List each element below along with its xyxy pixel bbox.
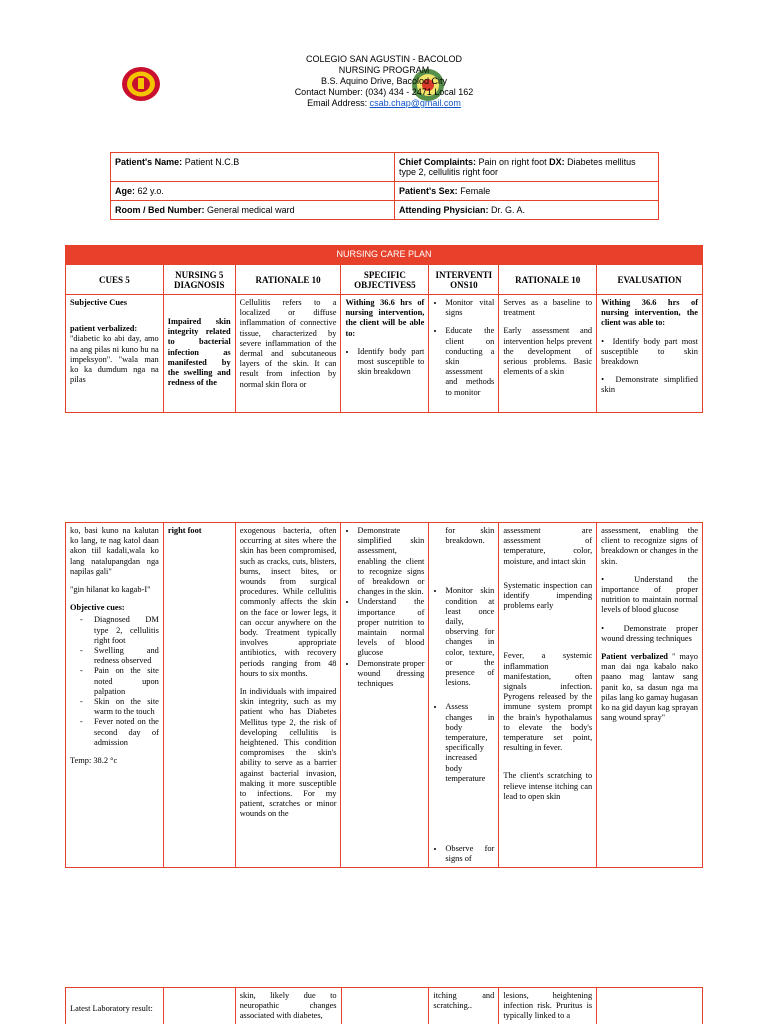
list-item: • Demonstrate proper wound dressing techniques xyxy=(357,659,424,690)
list-item: • Demonstrate simplified skin assessment, enabling the client to recognize signs of breakdown or changes in the skin. xyxy=(357,526,424,597)
diagnosis-cell: right foot xyxy=(163,523,235,868)
col-rationale: RATIONALE 10 xyxy=(235,265,341,295)
patient-name: Patient N.C.B xyxy=(184,157,240,167)
program-name: NURSING PROGRAM xyxy=(338,65,430,75)
list-item: • Understand the importance of proper nutrition to maintain normal levels of blood glucose xyxy=(357,597,424,658)
list-item: • Monitor skin condition at least once daily, observing for changes in color, texture, or the presence of lesions. xyxy=(445,586,494,688)
email-line xyxy=(0,98,768,109)
col-rationale-2: RATIONALE 10 xyxy=(499,265,597,295)
email-link[interactable]: csab.chap@gmail.com xyxy=(369,98,461,108)
care-plan-table-page1 xyxy=(65,264,703,413)
school-header xyxy=(0,54,768,109)
sex-cell: Patient's Sex: Female xyxy=(395,182,659,201)
care-plan-table-page2 xyxy=(65,522,703,868)
rationale-cell: skin, likely due to neuropathic changes associated with diabetes, xyxy=(235,988,341,1024)
list-item: • Observe for signs of xyxy=(445,844,494,864)
list-item: - Skin on the site warm to the touch xyxy=(80,697,159,717)
objectives-cell xyxy=(341,523,429,868)
care-plan-title: NURSING CARE PLAN xyxy=(65,245,703,264)
list-item: - Pain on the site noted upon palpation xyxy=(80,666,159,697)
cues-cell: Subjective Cues patient verbalized: "diabetic ko abi day, amo na ang pilas ni kuno hu na impeksyon". "wala man ko ka dumdum nga na pilas xyxy=(66,295,164,413)
table-row xyxy=(66,988,703,1024)
list-item: • Assess changes in body temperature, specifically increased body temperature xyxy=(445,702,494,784)
col-cues: CUES 5 xyxy=(66,265,164,295)
care-plan-header-row xyxy=(66,265,703,295)
objectives-cell xyxy=(341,988,429,1024)
care-plan-table-page3 xyxy=(65,987,703,1024)
patient-age: 62 y.o. xyxy=(137,186,164,196)
col-evaluation: EVALUSATION xyxy=(597,265,703,295)
col-interventions: INTERVENTI ONS10 xyxy=(429,265,499,295)
rationale-cell: exogenous bacteria, often occurring at sites where the skin has been compromised, such as cracks, cuts, blisters, burns, insect bites, or wounds from surgical procedures. While cellulitis commonly affects the skin on the face or lower legs, it can occur anywhere on the body. Treatment typically involves appropriate antibiotics, with recovery periods ranging from 48 hours to six months. In individuals with impaired skin integrity, such as my patient who has Diabetes Mellitus type 2, the risk of developing cellulitis is heightened. This condition compromises the skin's ability to serve as a barrier against bacterial invasion, making it more susceptible to infections. For my patient, scratches or minor wounds on the xyxy=(235,523,341,868)
room-cell: Room / Bed Number: General medical ward xyxy=(111,201,395,220)
evaluation-cell xyxy=(597,988,703,1024)
interventions-cell: itching and scratching.. xyxy=(429,988,499,1024)
list-item: • Monitor vital signs xyxy=(445,298,494,318)
diagnosis-dx: Diabetes mellitus type 2, cellulitis right foor xyxy=(399,157,636,177)
patient-sex: Female xyxy=(460,186,491,196)
email-label: Email Address: xyxy=(307,98,370,108)
attending-physician: Dr. G. A. xyxy=(491,205,526,215)
school-address: B.S. Aquino Drive, Bacolod City xyxy=(320,76,448,86)
list-item: - Fever noted on the second day of admission xyxy=(80,717,159,748)
chief-complaints-cell: Chief Complaints: Pain on right foot DX: Diabetes mellitus type 2, cellulitis right foor xyxy=(395,153,659,182)
patient-info-table xyxy=(110,152,659,220)
school-name: COLEGIO SAN AGUSTIN - BACOLOD xyxy=(305,54,463,64)
rationale2-cell: Serves as a baseline to treatment Early assessment and intervention helps prevent the development of serious problems. Basic elements of a skin xyxy=(499,295,597,413)
rationale-cell: Cellulitis refers to a localized or diffuse inflammation of connective tissue, characterized by severe inflammation of the dermal and subcutaneous layers of the skin. It can result from infection by normal skin flora or xyxy=(235,295,341,413)
list-item: • Identify body part most susceptible to skin breakdown xyxy=(357,347,424,378)
evaluation-cell: assessment, enabling the client to recognize signs of breakdown or changes in the skin. • Understand the importance of proper nutrition to maintain normal levels of blood glucose • Demonstrate proper wound dressing techniques Patient verbalized " mayo man dai nga kabalo nako paano mag lantaw sang panit ko, sa dasun nga ma pilas lang ko gamay hugasan ko na gid dayun kag sprayan sang wound spray" xyxy=(597,523,703,868)
list-item: - Diagnosed DM type 2, cellulitis right foot xyxy=(80,615,159,646)
diagnosis-cell xyxy=(163,988,235,1024)
table-row xyxy=(66,523,703,868)
contact-number: Contact Number: (034) 434 - 2471 Local 162 xyxy=(294,87,474,97)
chief-complaints: Pain on right foot xyxy=(478,157,547,167)
list-item: - Swelling and redness observed xyxy=(80,646,159,666)
rationale2-cell: lesions, heightening infection risk. Pruritus is typically linked to a xyxy=(499,988,597,1024)
room-number: General medical ward xyxy=(207,205,295,215)
col-objectives: SPECIFIC OBJECTIVES5 xyxy=(341,265,429,295)
evaluation-cell: Withing 36.6 hrs of nursing intervention, the client was able to: • Identify body part most susceptible to skin breakdown • Demonstrate simplified skin xyxy=(597,295,703,413)
cues-cell: ko, basi kuno na kalutan ko lang, te nag katol daan akon tiil kadali,wala ko lang natalupangdan nga napilas gali" "gin hilanat ko kagab-I" Objective cues: - Diagnosed DM type 2, cellulitis right foot - Swelling and redness observed - Pain on the site noted upon palpation - Skin on the site warm to the touch - Fever noted on the second day of admission Temp: 38.2 °c xyxy=(66,523,164,868)
col-diagnosis: NURSING 5 DIAGNOSIS xyxy=(163,265,235,295)
patient-name-cell: Patient's Name: Patient N.C.B xyxy=(111,153,395,182)
age-cell: Age: 62 y.o. xyxy=(111,182,395,201)
physician-cell: Attending Physician: Dr. G. A. xyxy=(395,201,659,220)
objectives-cell: Withing 36.6 hrs of nursing intervention, the client will be able to: • Identify body part most susceptible to skin breakdown xyxy=(341,295,429,413)
cues-cell: Latest Laboratory result: xyxy=(66,988,164,1024)
diagnosis-cell: Impaired skin integrity related to bacterial infection as manifested by the swelling and redness of the xyxy=(163,295,235,413)
rationale2-cell: assessment are assessment of temperature, color, moisture, and intact skin Systematic inspection can identify impending problems early Fever, a systemic inflammation manifestation, often signals infection. Pyrogens released by the immune system prompt the brain's hypothalamus to elevate the body's temperature set point, resulting in fever. The client's scratching to relieve intense itching can lead to open skin xyxy=(499,523,597,868)
list-item: • Educate the client on conducting a skin assessment and methods to monitor xyxy=(445,326,494,397)
interventions-cell: for skin breakdown. • Monitor skin condition at least once daily, observing for changes in color, texture, or the presence of lesions. • Assess changes in body temperature, specifically increased body temperature • Observe for signs of xyxy=(429,523,499,868)
table-row xyxy=(66,295,703,413)
interventions-cell xyxy=(429,295,499,413)
